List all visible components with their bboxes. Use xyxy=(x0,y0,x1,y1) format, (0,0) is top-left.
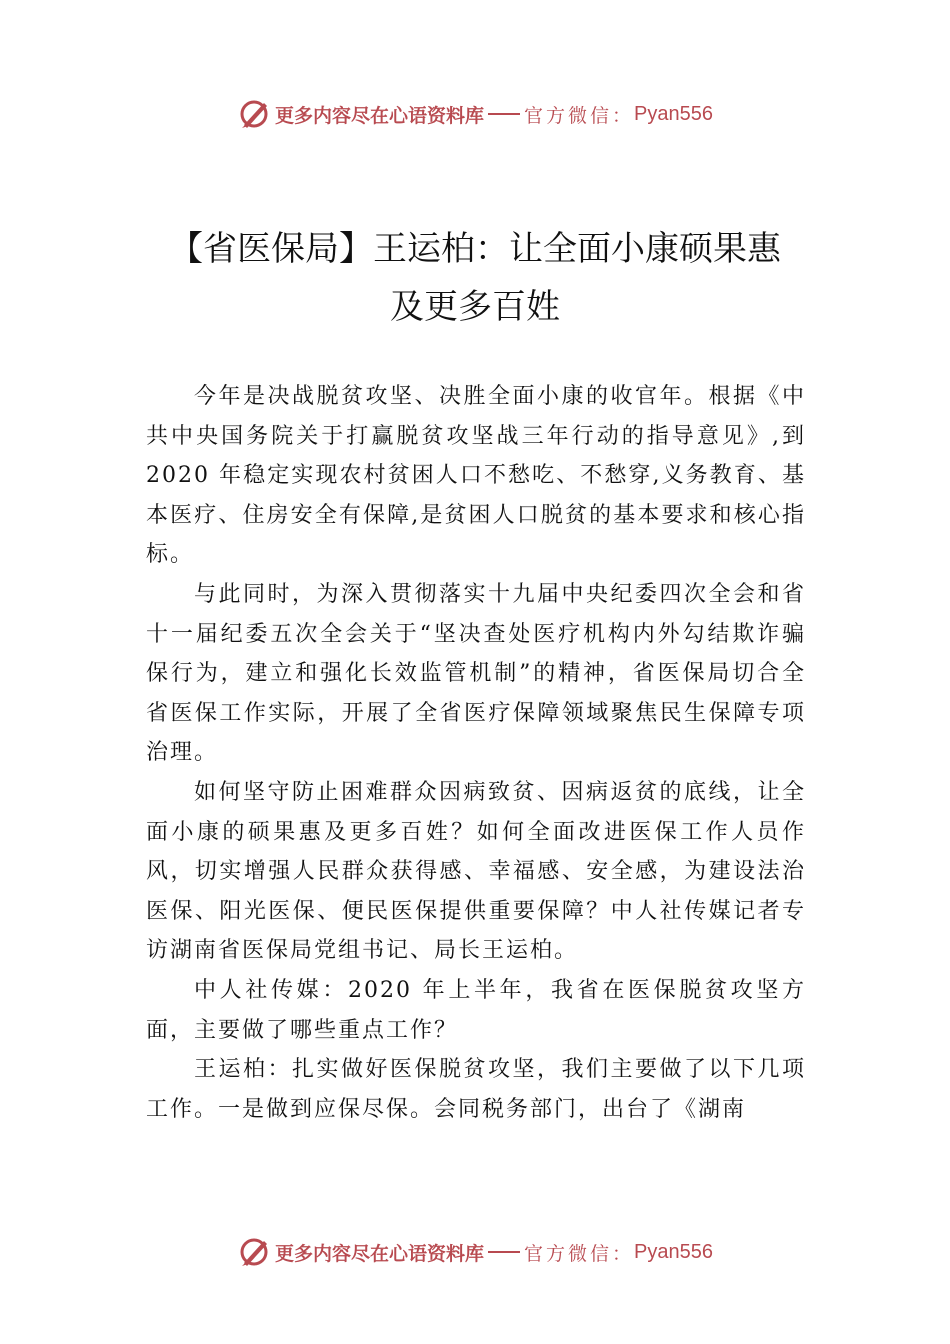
banner-dash xyxy=(488,113,520,115)
banner-wechat-label: 官方微信： xyxy=(524,104,635,127)
pen-circle-logo-icon xyxy=(237,1235,271,1269)
banner-text: 更多内容尽在心语资料库 xyxy=(275,1242,485,1265)
paragraph: 王运柏：扎实做好医保脱贫攻坚，我们主要做了以下几项工作。一是做到应保尽保。会同税务部门，出台了《湖南 xyxy=(146,1057,806,1122)
banner-wechat-id: Pyan556 xyxy=(634,102,713,125)
title-line-2: 及更多百姓 xyxy=(390,287,560,327)
banner-wechat-id: Pyan556 xyxy=(634,1240,713,1263)
document-title xyxy=(100,220,850,336)
paragraph: 中人社传媒：2020 年上半年，我省在医保脱贫攻坚方面，主要做了哪些重点工作？ xyxy=(146,977,806,1043)
banner-dash xyxy=(488,1251,520,1253)
banner-wechat-label: 官方微信： xyxy=(524,1242,635,1265)
article-body xyxy=(146,377,806,1129)
banner-text: 更多内容尽在心语资料库 xyxy=(275,104,485,127)
paragraph: 与此同时，为深入贯彻落实十九届中央纪委四次全会和省十一届纪委五次全会关于“坚决查处医疗机构内外勾结欺诈骗保行为，建立和强化长效监管机制”的精神，省医保局切合全省医保工作实际，开展了全省医疗保障领域聚焦民生保障专项治理。 xyxy=(146,581,806,766)
footer-banner xyxy=(0,1232,950,1272)
paragraph: 今年是决战脱贫攻坚、决胜全面小康的收官年。根据《中共中央国务院关于打赢脱贫攻坚战三年行动的指导意见》,到 2020 年稳定实现农村贫困人口不愁吃、不愁穿,义务教育、基本医疗、住房安全有保障,是贫困人口脱贫的基本要求和核心指标。 xyxy=(146,384,806,568)
pen-circle-logo-icon xyxy=(237,97,271,131)
header-banner xyxy=(0,94,950,134)
title-line-1: 【省医保局】王运柏：让全面小康硕果惠 xyxy=(169,229,781,269)
paragraph: 如何坚守防止困难群众因病致贫、因病返贫的底线，让全面小康的硕果惠及更多百姓？如何全面改进医保工作人员作风，切实增强人民群众获得感、幸福感、安全感，为建设法治医保、阳光医保、便民医保提供重要保障？中人社传媒记者专访湖南省医保局党组书记、局长王运柏。 xyxy=(146,779,806,964)
